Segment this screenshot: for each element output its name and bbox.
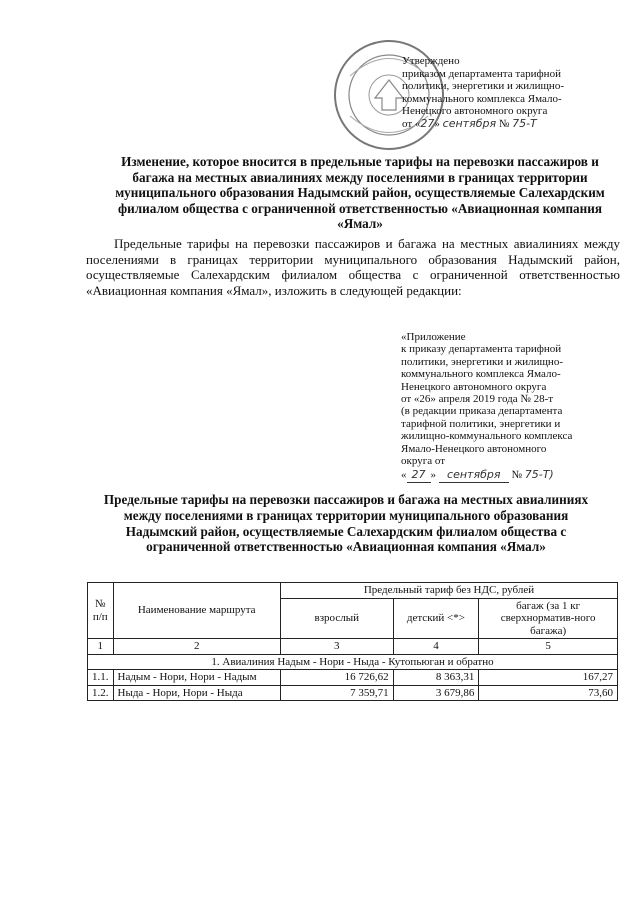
appendix-line: «Приложение [401,331,466,343]
tariffs-table [87,582,618,701]
row-child-tariff: 8 363,31 [393,670,479,686]
appendix-quote-close: » [430,469,436,482]
intro-text: Предельные тарифы на перевозки пассажиров и багажа на местных авиалиниях между поселениями в границах территории муниципального образования Надымский район, осуществляемые Салехардским филиалом общества с ограниченной ответственностью «Авиационная компания «Ямал», изложить в следующей редакции: [86,236,620,298]
appendix-line: к приказу департамента тарифной [401,343,562,356]
appendix-line: Ненецкого автономного округа [401,380,547,393]
table-header-row [88,583,618,599]
row-baggage-tariff: 73,60 [479,685,618,701]
appendix-line: (в редакции приказа департамента [401,405,563,418]
approval-number-label: № [498,117,510,130]
document-title: Изменение, которое вносится в предельные тарифы на перевозки пассажиров и багажа на местных авиалиниях между поселениями в границах территории муниципального образования Надымский район, осуществляемые Салехардским филиалом общества с ограниченной ответственностью «Авиационная компания «Ямал» [115,154,605,231]
header-number: № п/п [88,583,114,639]
header-tariff-group: Предельный тариф без НДС, рублей [280,583,617,599]
header-baggage: багаж (за 1 кг сверхнорматив-ного багажа) [479,598,618,639]
approval-date-line [402,118,602,131]
approval-line: Ненецкого автономного округа [402,105,548,117]
appendix-line: от «26» апреля 2019 года № 28-т [401,393,554,406]
row-adult-tariff: 7 359,71 [280,685,393,701]
section-title: 1. Авиалиния Надым - Нори - Ныда - Кутопьюган и обратно [88,654,618,670]
approval-from-label: от « [402,117,421,130]
row-route: Ныда - Нори, Нори - Ныда [113,685,280,701]
column-index: 1 [88,639,114,655]
row-number: 1.2. [88,685,114,701]
approval-line: политики, энергетики и жилищно- [402,80,564,92]
appendix-month-handwritten: сентября [439,469,509,482]
appendix-line: Ямало-Ненецкого автономного [401,442,547,455]
appendix-line: тарифной политики, энергетики и [401,417,561,430]
intro-paragraph [86,236,620,298]
appendix-number-label: № [511,469,522,482]
approval-block [402,55,602,130]
table-title: Предельные тарифы на перевозки пассажиров и багажа на местных авиалиниях между поселениями в границах территории муниципального образования Надымский район, осуществляемые Салехардским филиалом общества с ограниченной ответственностью «Авиационная компания «Ямал» [103,492,589,555]
column-index: 2 [113,639,280,655]
approval-line: приказом департамента тарифной [402,67,561,80]
table-row [88,685,618,701]
header-child: детский <*> [393,598,479,639]
appendix-line: жилищно-коммунального комплекса [401,430,573,443]
appendix-day-handwritten: 27 [407,469,431,482]
appendix-date-line [401,469,616,482]
approval-month-handwritten: сентября [442,116,497,130]
approval-number-handwritten: 75-Т [512,116,537,130]
column-number-row [88,639,618,655]
row-adult-tariff: 16 726,62 [280,670,393,686]
header-adult: взрослый [280,598,393,639]
row-number: 1.1. [88,670,114,686]
row-baggage-tariff: 167,27 [479,670,618,686]
column-index: 5 [479,639,618,655]
appendix-block [401,331,616,483]
header-route: Наименование маршрута [113,583,280,639]
row-child-tariff: 3 679,86 [393,685,479,701]
approval-quote-close: » [434,117,440,130]
appendix-quote-open: « [401,469,407,482]
approval-line: Утверждено [402,55,460,67]
appendix-line: округа от [401,455,446,468]
approval-day-handwritten: 27 [420,116,435,130]
column-index: 3 [280,639,393,655]
approval-line: коммунального комплекса Ямало- [402,92,562,105]
appendix-line: политики, энергетики и жилищно- [401,355,563,368]
column-index: 4 [393,639,479,655]
row-route: Надым - Нори, Нори - Надым [113,670,280,686]
appendix-number-handwritten: 75-Т) [524,468,554,482]
section-row [88,654,618,670]
appendix-line: коммунального комплекса Ямало- [401,368,561,381]
table-row [88,670,618,686]
